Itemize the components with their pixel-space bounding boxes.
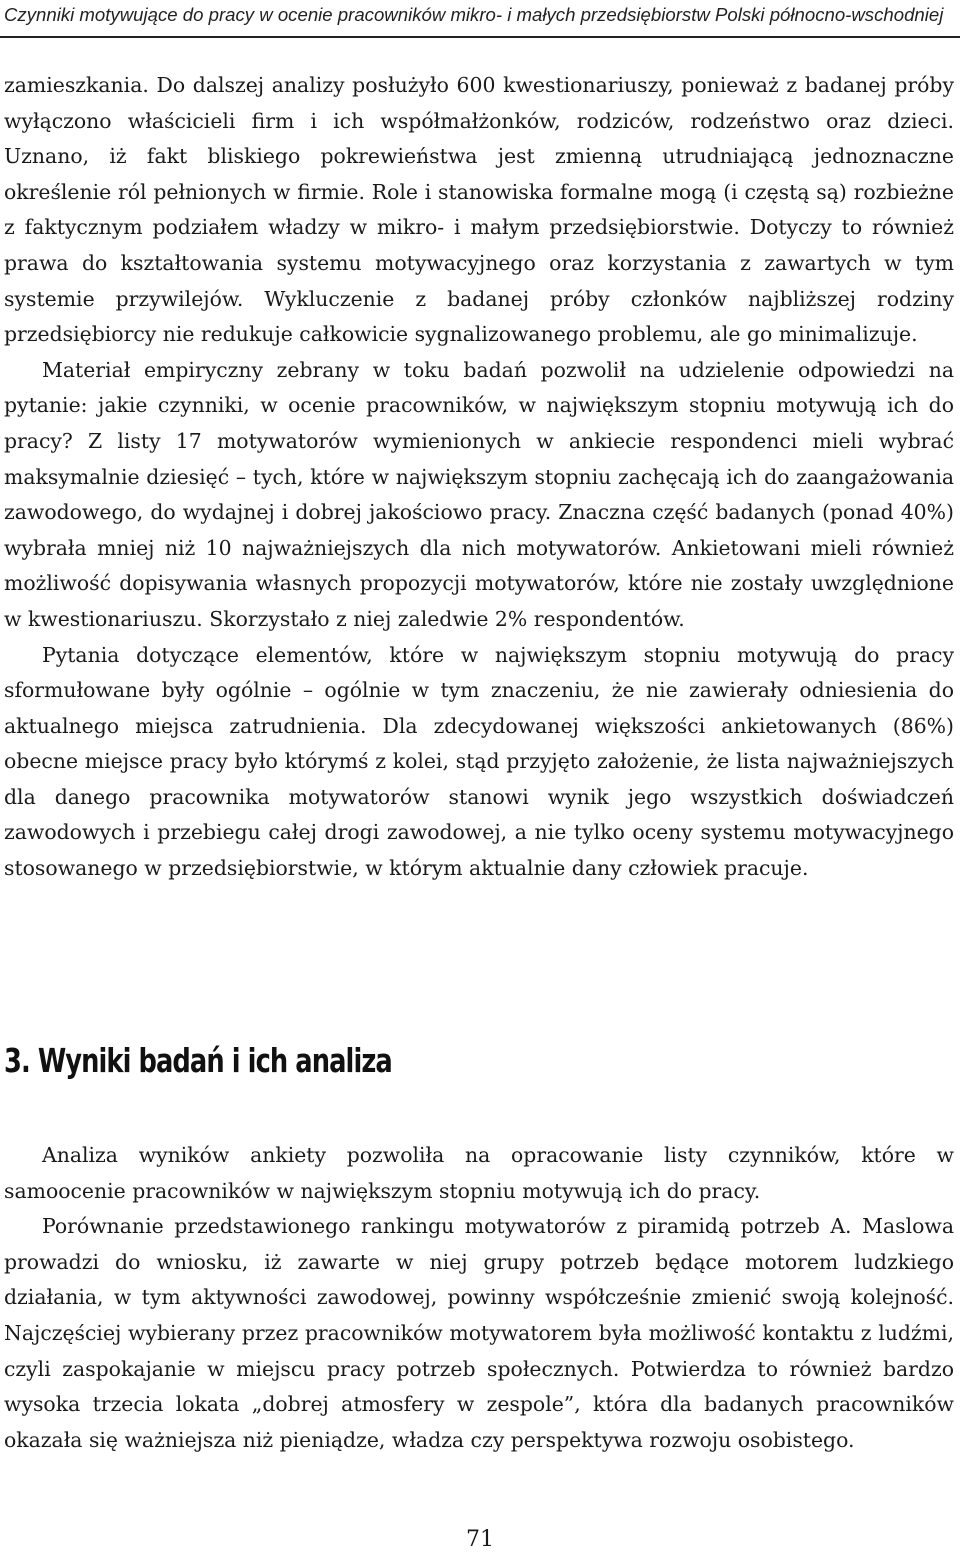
body-text-before-section — [4, 68, 954, 887]
header-rule — [0, 36, 960, 38]
body-text-after-section — [4, 1138, 954, 1458]
paragraph: Materiał empiryczny zebrany w toku badań pozwolił na udzielenie odpowiedzi na pytanie: jakie czynniki, w ocenie pracowników, w największym stopniu motywują ich do pracy? Z listy 17 motywatorów wymienionych w ankiecie respondenci mieli wybrać maksymalnie dziesięć – tych, które w największym stopniu zachęcają ich do zaangażowania zawodowego, do wydajnej i dobrej jakościowo pracy. Znaczna część badanych (ponad 40%) wybrała mniej niż 10 najważniejszych dla nich motywatorów. Ankietowani mieli również możliwość dopisywania własnych propozycji motywatorów, które nie zostały uwzględnione w kwestionariuszu. Skorzystało z niej zaledwie 2% respondentów. — [4, 357, 954, 631]
paragraph: Analiza wyników ankiety pozwoliła na opracowanie listy czynników, które w samoocenie pracowników w największym stopniu motywują ich do pracy. — [4, 1143, 954, 1203]
running-header: Czynniki motywujące do pracy w ocenie pracowników mikro- i małych przedsiębiorstw Polski północno-wschodniej — [4, 4, 944, 25]
paragraph: Porównanie przedstawionego rankingu motywatorów z piramidą potrzeb A. Maslowa prowadzi do wniosku, iż zawarte w niej grupy potrzeb będące motorem ludzkiego działania, w tym aktywności zawodowej, powinny współcześnie zmienić swoją kolejność. Najczęściej wybierany przez pracowników motywatorem była możliwość kontaktu z ludźmi, czyli zaspokajanie w miejscu pracy potrzeb społecznych. Potwierdza to również bardzo wysoka trzecia lokata „dobrej atmosfery w zespole”, która dla badanych pracowników okazała się ważniejsza niż pieniądze, władza czy perspektywa rozwoju osobistego. — [4, 1214, 954, 1452]
section-heading: 3. Wyniki badań i ich analiza — [4, 1041, 392, 1080]
paragraph: Pytania dotyczące elementów, które w największym stopniu motywują do pracy sformułowane były ogólnie – ogólnie w tym znaczeniu, że nie zawierały odniesienia do aktualnego miejsca zatrudnienia. Dla zdecydowanej większości ankietowanych (86%) obecne miejsce pracy było którymś z kolei, stąd przyjęto założenie, że lista najważniejszych dla danego pracownika motywatorów stanowi wynik jego wszystkich doświadczeń zawodowych i przebiegu całej drogi zawodowej, a nie tylko oceny systemu motywacyjnego stosowanego w przedsiębiorstwie, w którym aktualnie dany człowiek pracuje. — [4, 642, 954, 881]
paragraph: zamieszkania. Do dalszej analizy posłużyło 600 kwestionariuszy, ponieważ z badanej próby wyłączono właścicieli firm i ich współmałżonków, rodziców, rodzeństwo oraz dzieci. Uznano, iż fakt bliskiego pokrewieństwa jest zmienną utrudniającą jednoznaczne określenie ról pełnionych w firmie. Role i stanowiska formalne mogą (i częstą są) rozbieżne z faktycznym podziałem władzy w mikro- i małym przedsiębiorstwie. Dotyczy to również prawa do kształtowania systemu motywacyjnego oraz korzystania z zawartych w tym systemie przywilejów. Wykluczenie z badanej próby członków najbliższej rodziny przedsiębiorcy nie redukuje całkowicie sygnalizowanego problemu, ale go minimalizuje. — [4, 73, 954, 347]
page-number: 71 — [466, 1527, 494, 1552]
